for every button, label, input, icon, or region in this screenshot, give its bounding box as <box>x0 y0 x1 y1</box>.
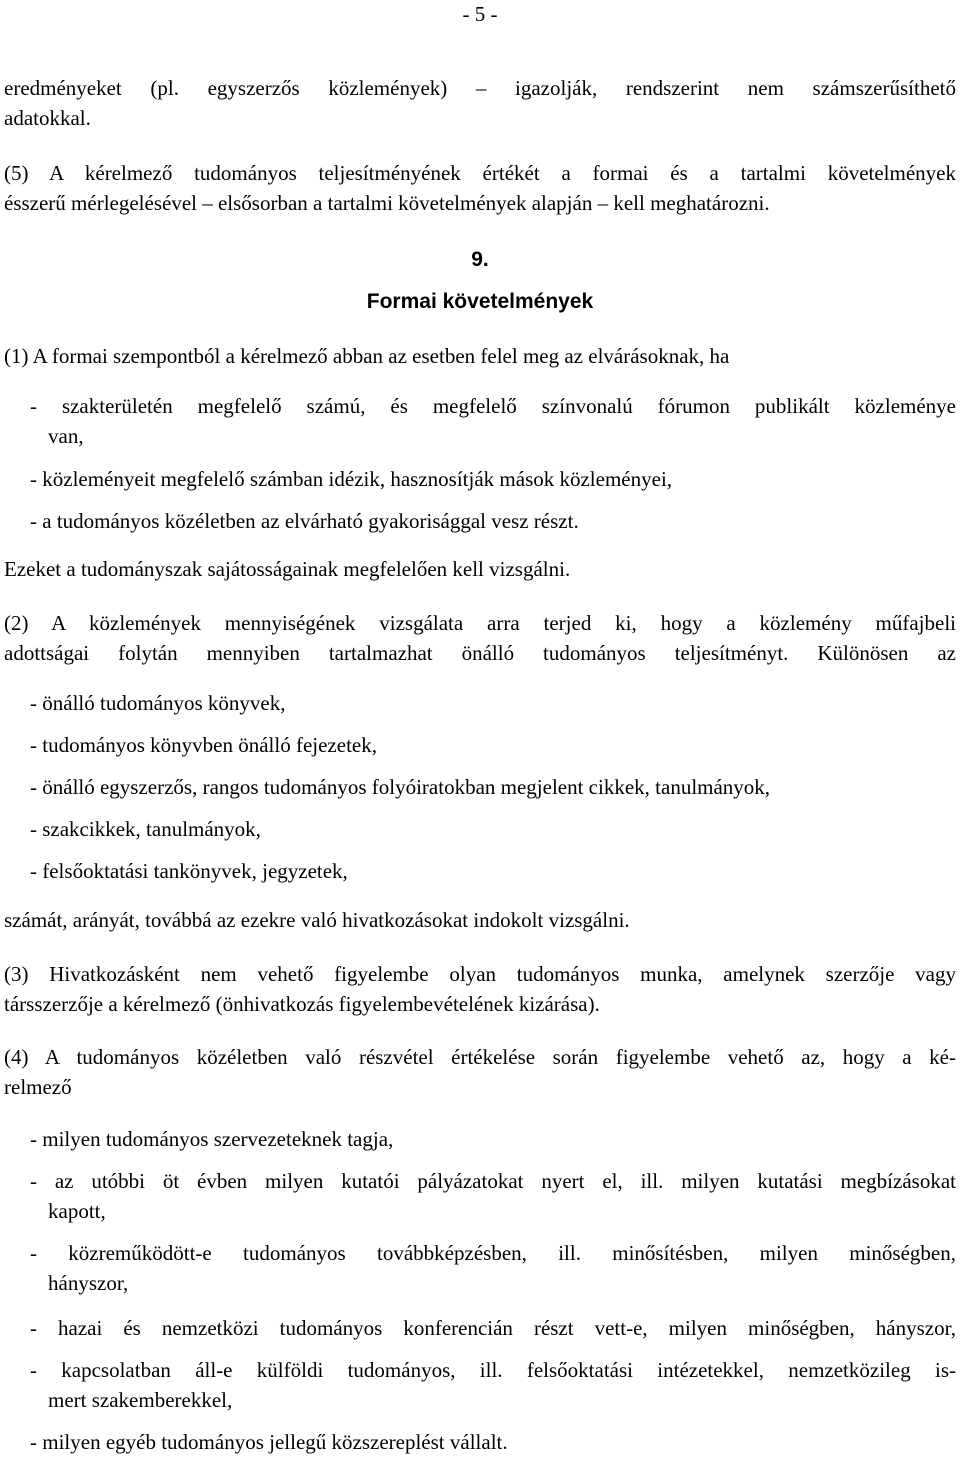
list-item <box>30 814 956 844</box>
paragraph-2-line-1: (2) A közlemények mennyiségének vizsgálata arra terjed ki, hogy a közlemény műfajbeli <box>4 611 956 635</box>
list-item-line-2: mert szakemberekkel, <box>48 1388 233 1412</box>
paragraph-5-line-1: (5) A kérelmező tudományos teljesítményének értékét a formai és a tartalmi követelmények <box>4 161 956 185</box>
paragraph-5-line-2: ésszerű mérlegelésével – elsősorban a tartalmi követelmények alapján – kell meghatározni. <box>4 191 770 215</box>
section-number: 9. <box>471 248 489 271</box>
list-item <box>30 391 956 451</box>
list-item <box>30 856 956 886</box>
intro-paragraph <box>4 73 956 133</box>
page-number: - 5 - <box>462 2 498 26</box>
list-item <box>30 772 956 802</box>
list-item-text: - szakcikkek, tanulmányok, <box>30 817 261 841</box>
paragraph-4-line-1: (4) A tudományos közéletben való részvétel értékelése során figyelembe vehető az, hogy a ké- <box>4 1045 956 1069</box>
list-item <box>30 688 956 718</box>
list-item <box>30 1427 956 1457</box>
paragraph-2 <box>4 608 956 668</box>
list-item <box>30 1355 956 1415</box>
list-item-line-2: hányszor, <box>48 1271 129 1295</box>
list-item-line-1: - milyen egyéb tudományos jellegű közszereplést vállalt. <box>30 1430 508 1454</box>
list-item-line-1: - közreműködött-e tudományos továbbképzésben, ill. minősítésben, milyen minőségben, <box>30 1241 956 1265</box>
list-item <box>30 506 956 536</box>
paragraph-1-intro: (1) A formai szempontból a kérelmező abban az esetben felel meg az elvárásoknak, ha <box>4 344 730 368</box>
list-item-line-1: - kapcsolatban áll-e külföldi tudományos, ill. felsőoktatási intézetekkel, nemzetközileg is- <box>30 1358 956 1382</box>
paragraph-4 <box>4 1042 956 1102</box>
list-item-line-1: - a tudományos közéletben az elvárható gyakorisággal vesz részt. <box>30 509 579 533</box>
list-item <box>30 464 956 494</box>
list-item <box>30 1313 956 1343</box>
list-item-text: - tudományos könyvben önálló fejezetek, <box>30 733 377 757</box>
list-item-text: - felsőoktatási tankönyvek, jegyzetek, <box>30 859 348 883</box>
section-title: Formai követelmények <box>366 290 594 313</box>
list-item <box>30 1238 956 1298</box>
intro-line-1: eredményeket (pl. egyszerzős közlemények) – igazolják, rendszerint nem számszerűsíthető <box>4 76 956 100</box>
list-item-text: - önálló egyszerzős, rangos tudományos folyóiratokban megjelent cikkek, tanulmányok, <box>30 775 771 799</box>
paragraph-4-line-2: relmező <box>4 1075 72 1099</box>
list-item <box>30 730 956 760</box>
intro-line-2: adatokkal. <box>4 106 91 130</box>
list-item-line-1: - milyen tudományos szervezeteknek tagja, <box>30 1127 394 1151</box>
paragraph-2-closing: számát, arányát, továbbá az ezekre való hivatkozásokat indokolt vizsgálni. <box>4 908 630 932</box>
list-item-line-2: van, <box>48 424 84 448</box>
paragraph-3-line-2: társszerzője a kérelmező (önhivatkozás figyelembevételének kizárása). <box>4 992 600 1016</box>
paragraph-5 <box>4 158 956 218</box>
list-item-line-1: - szakterületén megfelelő számú, és megfelelő színvonalú fórumon publikált közleménye <box>30 394 956 418</box>
list-item <box>30 1124 956 1154</box>
list-item <box>30 1166 956 1226</box>
list-item-line-1: - az utóbbi öt évben milyen kutatói pályázatokat nyert el, ill. milyen kutatási megbízásokat <box>30 1169 956 1193</box>
list-item-text: - önálló tudományos könyvek, <box>30 691 286 715</box>
paragraph-2-line-2: adottságai folytán mennyiben tartalmazhat önálló tudományos teljesítményt. Különösen az <box>4 641 956 665</box>
paragraph-3-line-1: (3) Hivatkozásként nem vehető figyelembe olyan tudományos munka, amelynek szerzője vagy <box>4 962 956 986</box>
paragraph-3 <box>4 959 956 1019</box>
list-item-line-2: kapott, <box>48 1199 106 1223</box>
list-item-line-1: - hazai és nemzetközi tudományos konferencián részt vett-e, milyen minőségben, hányszor, <box>30 1316 956 1340</box>
paragraph-1-closing: Ezeket a tudományszak sajátosságainak megfelelően kell vizsgálni. <box>4 557 571 581</box>
list-item-line-1: - közleményeit megfelelő számban idézik, hasznosítják mások közleményei, <box>30 467 673 491</box>
